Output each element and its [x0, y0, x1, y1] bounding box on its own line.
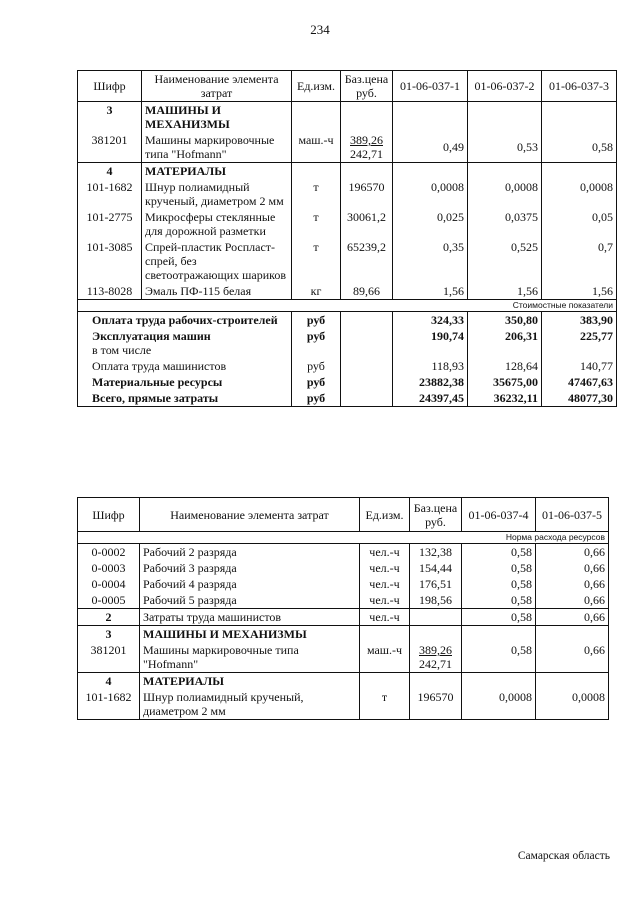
- row-name: Рабочий 5 разряда: [140, 592, 360, 609]
- table-row: [78, 209, 617, 239]
- row-name: Рабочий 3 разряда: [140, 560, 360, 576]
- row-price: 154,44: [410, 560, 462, 576]
- cost-row: [78, 358, 617, 374]
- cost-name: Оплата труда рабочих-строителей: [78, 312, 292, 329]
- row-code: 101-1682: [78, 179, 142, 209]
- row-code: 0-0003: [78, 560, 140, 576]
- table-row: [78, 179, 617, 209]
- table-row: [78, 132, 617, 163]
- resource-norm-caption: Норма расхода ресурсов: [78, 532, 609, 544]
- row-name: Микросферы стеклянные для дорожной разметки: [142, 209, 292, 239]
- table-row: [78, 592, 609, 609]
- row-price: 30061,2: [341, 209, 393, 239]
- cost-value-1: 324,33: [393, 312, 468, 329]
- cost-name: Всего, прямые затраты: [78, 390, 292, 407]
- section-code: 4: [78, 163, 142, 180]
- section-title: МАШИНЫ И МЕХАНИЗМЫ: [142, 102, 292, 133]
- table-row: [78, 560, 609, 576]
- section-code: 3: [78, 102, 142, 133]
- section-title: МАШИНЫ И МЕХАНИЗМЫ: [140, 626, 360, 643]
- cost-subtitle: в том числе: [92, 343, 152, 357]
- row-unit: чел.-ч: [360, 560, 410, 576]
- section-row: [78, 102, 617, 133]
- region-footer: Самарская область: [517, 850, 610, 862]
- row-name: Машины маркировочные типа "Hofmann": [142, 132, 292, 163]
- row-price: 198,56: [410, 592, 462, 609]
- cost-value-2: 35675,00: [468, 374, 542, 390]
- row-name: Рабочий 4 разряда: [140, 576, 360, 592]
- row-value-2: 0,525: [468, 239, 542, 283]
- row-unit: чел.-ч: [360, 576, 410, 592]
- row-unit: т: [292, 179, 341, 209]
- cost-unit: руб: [292, 374, 341, 390]
- row-unit: т: [292, 239, 341, 283]
- row-value-2: 0,66: [536, 576, 609, 592]
- row-price: 196570: [341, 179, 393, 209]
- row-name: Шнур полиамидный крученый, диаметром 2 мм: [140, 689, 360, 720]
- table-row: [78, 609, 609, 626]
- cost-value-3: 47467,63: [542, 374, 617, 390]
- row-unit: чел.-ч: [360, 609, 410, 626]
- header-unit: Ед.изм.: [292, 71, 341, 102]
- cost-value-2: 206,31: [468, 328, 542, 358]
- row-price: 132,38: [410, 544, 462, 561]
- table-row: [78, 576, 609, 592]
- row-name: Рабочий 2 разряда: [140, 544, 360, 561]
- row-value-2: 0,66: [536, 592, 609, 609]
- page-number: 234: [310, 22, 330, 37]
- cost-value-1: 23882,38: [393, 374, 468, 390]
- row-value-3: 0,0008: [542, 179, 617, 209]
- row-value-3: 1,56: [542, 283, 617, 300]
- cost-row: [78, 328, 617, 358]
- row-value-3: 0,05: [542, 209, 617, 239]
- row-price: 89,66: [341, 283, 393, 300]
- section-code: 4: [78, 673, 140, 690]
- row-value-1: 0,58: [462, 642, 536, 673]
- row-unit: кг: [292, 283, 341, 300]
- row-value-1: 0,58: [462, 560, 536, 576]
- row-value-2: 0,0008: [468, 179, 542, 209]
- row-unit: т: [292, 209, 341, 239]
- cost-row: [78, 374, 617, 390]
- row-price: 176,51: [410, 576, 462, 592]
- cost-value-3: 140,77: [542, 358, 617, 374]
- caption-row: [78, 300, 617, 312]
- row-value-1: 0,0008: [462, 689, 536, 720]
- row-value-2: 0,66: [536, 544, 609, 561]
- section-title: МАТЕРИАЛЫ: [142, 163, 292, 180]
- header-col-3: 01-06-037-3: [542, 71, 617, 102]
- row-code: 0-0005: [78, 592, 140, 609]
- header-col-5: 01-06-037-5: [536, 498, 609, 532]
- row-name: Шнур полиамидный крученый, диаметром 2 мм: [142, 179, 292, 209]
- row-price: 389,26: [419, 643, 452, 657]
- row-name: Машины маркировочные типа "Hofmann": [140, 642, 360, 673]
- row-code: 101-3085: [78, 239, 142, 283]
- row-price: 65239,2: [341, 239, 393, 283]
- header-name: Наименование элемента затрат: [140, 498, 360, 532]
- cost-value-2: 350,80: [468, 312, 542, 329]
- cost-value-2: 36232,11: [468, 390, 542, 407]
- resource-table-2: [77, 497, 609, 720]
- row-code: 381201: [78, 132, 142, 163]
- header-unit: Ед.изм.: [360, 498, 410, 532]
- row-value-2: 0,66: [536, 560, 609, 576]
- row-value-2: 1,56: [468, 283, 542, 300]
- cost-unit: руб: [292, 328, 341, 358]
- row-unit: маш.-ч: [360, 642, 410, 673]
- cost-value-2: 128,64: [468, 358, 542, 374]
- row-code: 0-0004: [78, 576, 140, 592]
- row-unit: чел.-ч: [360, 592, 410, 609]
- header-col-2: 01-06-037-2: [468, 71, 542, 102]
- cost-value-1: 24397,45: [393, 390, 468, 407]
- row-code: 101-1682: [78, 689, 140, 720]
- row-name: Эмаль ПФ-115 белая: [142, 283, 292, 300]
- resource-table-1: [77, 70, 617, 407]
- cost-unit: руб: [292, 358, 341, 374]
- table-row: [78, 642, 609, 673]
- cost-unit: руб: [292, 390, 341, 407]
- caption-row: [78, 532, 609, 544]
- row-price: 389,26: [350, 133, 383, 147]
- row-code: 381201: [78, 642, 140, 673]
- cost-row: [78, 390, 617, 407]
- row-name: Спрей-пластик Роспласт-спрей, без светоотражающих шариков: [142, 239, 292, 283]
- header-base-price: Баз.цена руб.: [341, 71, 393, 102]
- row-value-1: 0,49: [393, 132, 468, 163]
- row-value-3: 0,7: [542, 239, 617, 283]
- row-price: 196570: [410, 689, 462, 720]
- row-code: 0-0002: [78, 544, 140, 561]
- row-code: 2: [78, 609, 140, 626]
- header-col-4: 01-06-037-4: [462, 498, 536, 532]
- section-row: [78, 163, 617, 180]
- cost-value-3: 383,90: [542, 312, 617, 329]
- row-value-1: 1,56: [393, 283, 468, 300]
- cost-value-1: 190,74: [393, 328, 468, 358]
- row-value-2: 0,53: [468, 132, 542, 163]
- cost-name: Материальные ресурсы: [78, 374, 292, 390]
- row-value-1: 0,35: [393, 239, 468, 283]
- table-header-row: [78, 498, 609, 532]
- row-value-1: 0,0008: [393, 179, 468, 209]
- row-value-2: 0,66: [536, 609, 609, 626]
- table-row: [78, 544, 609, 561]
- row-unit: т: [360, 689, 410, 720]
- header-base-price: Баз.цена руб.: [410, 498, 462, 532]
- cost-row: [78, 312, 617, 329]
- row-unit: маш.-ч: [292, 132, 341, 163]
- cost-value-1: 118,93: [393, 358, 468, 374]
- cost-value-3: 48077,30: [542, 390, 617, 407]
- row-value-1: 0,58: [462, 609, 536, 626]
- cost-name: Оплата труда машинистов: [78, 358, 292, 374]
- table-header-row: [78, 71, 617, 102]
- row-price-machinist: 242,71: [419, 657, 452, 671]
- row-unit: чел.-ч: [360, 544, 410, 561]
- row-value-1: 0,58: [462, 592, 536, 609]
- row-value-2: 0,0375: [468, 209, 542, 239]
- row-code: 113-8028: [78, 283, 142, 300]
- cost-value-3: 225,77: [542, 328, 617, 358]
- table-row: [78, 689, 609, 720]
- cost-indicators-caption: Стоимостные показатели: [78, 300, 617, 312]
- cost-unit: руб: [292, 312, 341, 329]
- row-value-2: 0,66: [536, 642, 609, 673]
- section-row: [78, 626, 609, 643]
- row-value-2: 0,0008: [536, 689, 609, 720]
- table-row: [78, 239, 617, 283]
- table-row: [78, 283, 617, 300]
- row-value-1: 0,58: [462, 544, 536, 561]
- header-code: Шифр: [78, 498, 140, 532]
- section-title: МАТЕРИАЛЫ: [140, 673, 360, 690]
- header-code: Шифр: [78, 71, 142, 102]
- row-value-1: 0,58: [462, 576, 536, 592]
- row-value-3: 0,58: [542, 132, 617, 163]
- row-price-machinist: 242,71: [350, 147, 383, 161]
- cost-name: Эксплуатация машин: [92, 329, 211, 343]
- row-name: Затраты труда машинистов: [140, 609, 360, 626]
- row-code: 101-2775: [78, 209, 142, 239]
- section-code: 3: [78, 626, 140, 643]
- header-name: Наименование элемента затрат: [142, 71, 292, 102]
- header-col-1: 01-06-037-1: [393, 71, 468, 102]
- section-row: [78, 673, 609, 690]
- row-value-1: 0,025: [393, 209, 468, 239]
